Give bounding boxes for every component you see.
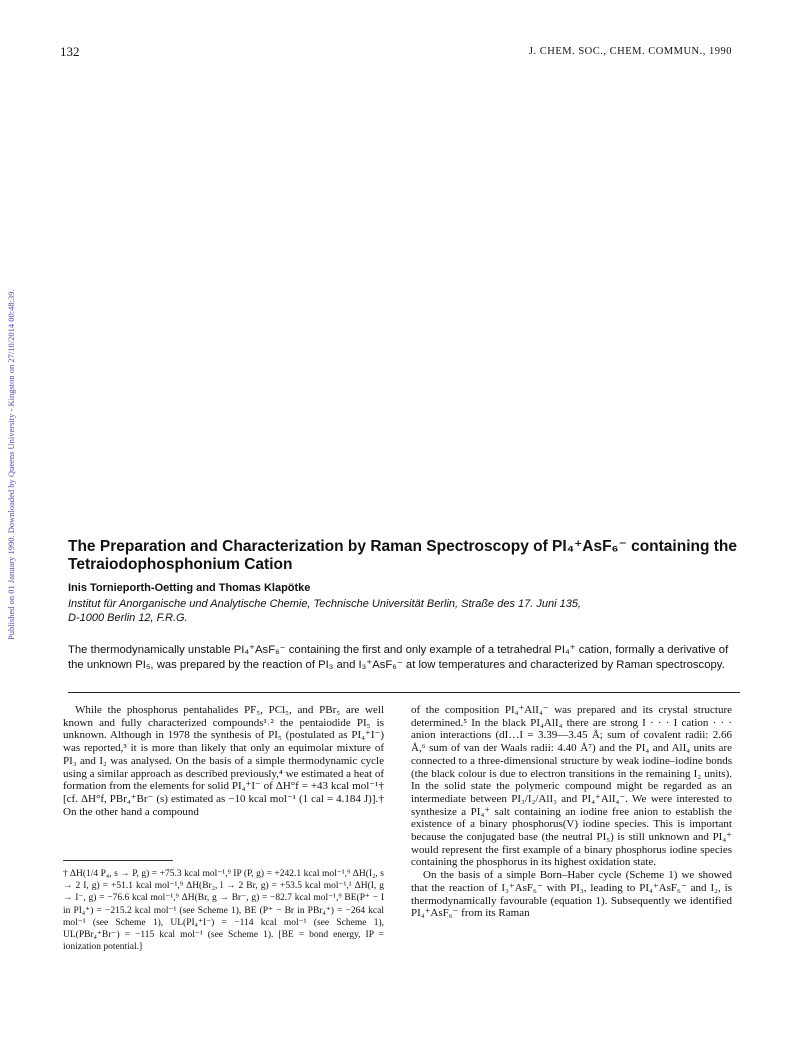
article-title: The Preparation and Characterization by Raman Spectroscopy of PI₄⁺AsF₆⁻ containing the Tetraiodophosphonium Cation (68, 538, 737, 573)
body-paragraph: On the basis of a simple Born–Haber cycle (Scheme 1) we showed that the reaction of I₃⁺AsF₆⁻ with PI₃, leading to PI₄⁺AsF₆⁻ and I₂, is thermodynamically favourable (equation 1). Subsequently we identified PI₄⁺AsF₆⁻ from its Raman (411, 869, 732, 920)
body-paragraph: of the composition PI₄⁺AlI₄⁻ was prepared and its crystal structure determined.⁵ In the black PI₄AlI₄ there are strong I · · · I cation · · · anion interactions (dI…I = 3.39—3.45 Å; sum of covalent radii: 2.66 Å,⁶ sum of van der Waals radii: 4.40 Å⁷) and the PI₄ and AlI₄ units are connected to a three-dimensional structure by weak iodine–iodine bonds (the black colour is due to electron transitions in the remaining I₂ units). In the solid state the polymeric compound might be regarded as an intermediate between PI₃/I₂/AlI₃ and PI₄⁺AlI₄⁻. We were interested to synthesize a PI₄⁺ salt containing an iodine free anion to establish the existence of a binary phosphorus(V) iodine species. This is important because the conjugated base (the neutral PI₅) is still unknown and PI₄⁺ would represent the first example of a binary phosphorus iodine species containing the phosphorus in its highest oxidation state. (411, 704, 732, 869)
title-block (68, 538, 748, 625)
footnote-divider (63, 860, 173, 861)
page-number: 132 (60, 44, 80, 59)
authors: Inis Tornieporth-Oetting and Thomas Klapötke (68, 582, 311, 594)
body-left-column (63, 704, 384, 818)
affiliation (68, 597, 748, 625)
affiliation-line: D-1000 Berlin 12, F.R.G. (68, 612, 188, 624)
journal-running-head: J. CHEM. SOC., CHEM. COMMUN., 1990 (528, 46, 732, 57)
abstract: The thermodynamically unstable PI₄⁺AsF₆⁻ containing the first and only example of a tetrahedral PI₄⁺ cation, formally a derivative of the unknown PI₅, was prepared by the reaction of PI₃ and I₃⁺AsF₆⁻ at low temperatures and characterized by Raman spectroscopy. (68, 644, 729, 671)
affiliation-line: Institut für Anorganische und Analytische Chemie, Technische Universität Berlin, Straße des 17. Juni 135, (68, 598, 581, 610)
footnote: † ΔH(1/4 P₄, s → P, g) = +75.3 kcal mol⁻¹,⁹ IP (P, g) = +242.1 kcal mol⁻¹,⁹ ΔH(I₂, s → 2 I, g) = +51.1 kcal mol⁻¹,⁹ ΔH(Br₂, l → 2 Br, g) = +53.5 kcal mol⁻¹,¹ ΔH(I, g → I⁻, g) = −76.6 kcal mol⁻¹,⁹ ΔH(Br, g → Br⁻, g) = −82.7 kcal mol⁻¹,⁹ BE(P⁺ − I in PI₄⁺) = −215.2 kcal mol⁻¹ (see Scheme 1), BE (P⁺ − Br in PBr₄⁺) = −264 kcal mol⁻¹ (see Scheme 1), UL(PI₄⁺I⁻) = −114 kcal mol⁻¹ (see Scheme 1), UL(PBr₄⁺Br⁻) = −115 kcal mol⁻¹ (see Scheme 1). [BE = bond energy, IP = ionization potential.] (63, 869, 384, 953)
section-divider (68, 692, 740, 693)
download-watermark[interactable]: Published on 01 January 1990. Downloaded by Queens University - Kingston on 27/10/2014 00:48:39. (6, 289, 16, 640)
body-right-column (411, 704, 732, 920)
body-paragraph: While the phosphorus pentahalides PF₅, PCl₅, and PBr₅ are well known and fully characterized compounds¹˒² the pentaiodide PI₅ is unknown. Although in 1978 the synthesis of PI₅ (postulated as PI₄⁺I⁻) was reported,³ it is more than likely that only an equimolar mixture of PI₃ and I₂ was analysed. On the basis of a simple thermodynamic cycle using a similar approach as described previously,⁴ we estimated a heat of formation from the elements for solid PI₄⁺I⁻ of ΔH°f = +43 kcal mol⁻¹† [cf. ΔH°f, PBr₄⁺Br⁻ (s) estimated as −10 kcal mol⁻¹ (1 cal = 4.184 J)].† On the other hand a compound (63, 704, 384, 818)
